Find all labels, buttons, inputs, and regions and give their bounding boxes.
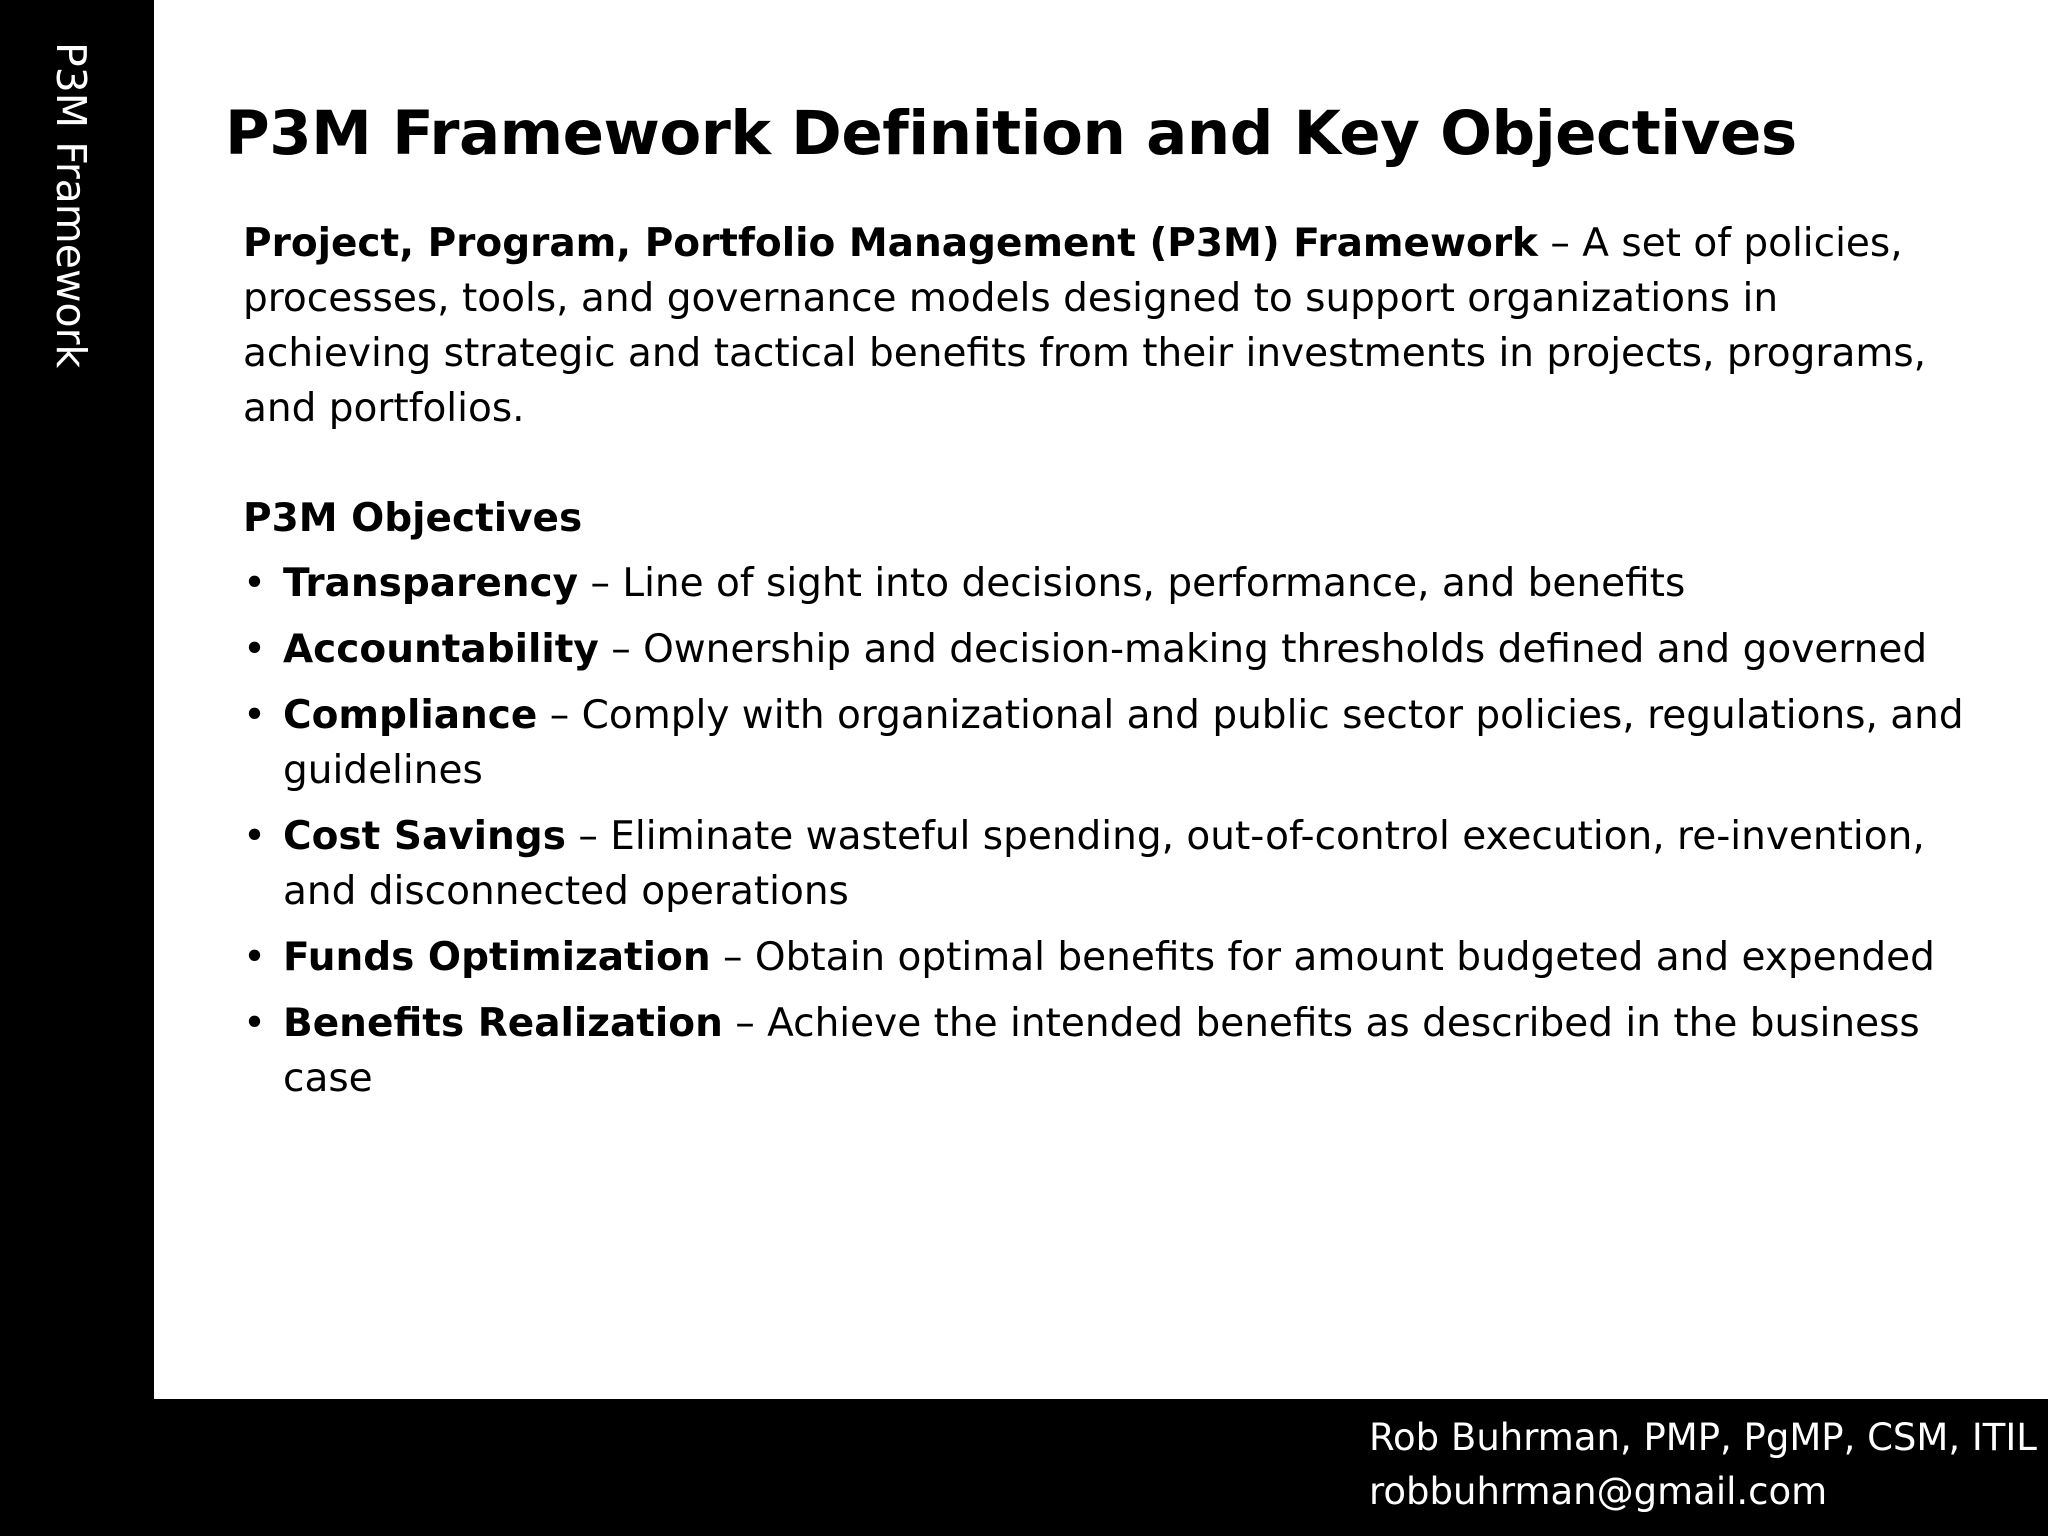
author-email: robbuhrman@gmail.com [1369, 1470, 1828, 1513]
objective-term: Funds Optimization [283, 935, 711, 980]
slide-content [243, 216, 1973, 1117]
bullet-icon: • [243, 627, 267, 672]
objective-item-transparency [243, 556, 1973, 611]
definition-text: – A set of policies, processes, tools, and governance models designed to support organizations in achieving strategic and tactical benefits from their investments in projects, programs, and portfolios. [243, 221, 1927, 431]
objective-term: Accountability [283, 627, 599, 672]
objective-term: Compliance [283, 693, 538, 738]
definition-term: Project, Program, Portfolio Management (P3M) Framework [243, 221, 1538, 266]
bullet-icon: • [243, 1001, 267, 1046]
bullet-icon: • [243, 935, 267, 980]
objectives-list [243, 556, 1973, 1106]
objective-text: – Line of sight into decisions, performance, and benefits [578, 561, 1686, 606]
sidebar-section-label: P3M Framework [47, 42, 95, 369]
objective-item-benefits-realization [243, 996, 1973, 1106]
author-credentials: Rob Buhrman, PMP, PgMP, CSM, ITIL [1369, 1416, 2037, 1459]
slide-title: P3M Framework Definition and Key Objectives [225, 98, 1797, 169]
objective-term: Transparency [283, 561, 579, 606]
objective-text: – Ownership and decision-making thresholds defined and governed [598, 627, 1928, 672]
objective-term: Benefits Realization [283, 1001, 723, 1046]
bullet-icon: • [243, 814, 267, 859]
objective-item-cost-savings [243, 809, 1973, 919]
objective-text: – Obtain optimal benefits for amount budgeted and expended [710, 935, 1935, 980]
bullet-icon: • [243, 561, 267, 606]
objective-text: – Eliminate wasteful spending, out-of-control execution, re-invention, and disconnected operations [283, 814, 1925, 914]
objective-item-compliance [243, 688, 1973, 798]
objective-term: Cost Savings [283, 814, 566, 859]
footer-contact [1369, 1411, 2037, 1519]
bullet-icon: • [243, 693, 267, 738]
footer-bar [0, 1399, 2048, 1536]
objective-text: – Achieve the intended benefits as described in the business case [283, 1001, 1920, 1101]
sidebar-bar [0, 0, 154, 1536]
objective-text: – Comply with organizational and public sector policies, regulations, and guidelines [283, 693, 1964, 793]
objectives-heading: P3M Objectives [243, 496, 583, 541]
objective-item-funds-optimization [243, 930, 1973, 985]
definition-paragraph [243, 216, 1973, 436]
objective-item-accountability [243, 622, 1973, 677]
